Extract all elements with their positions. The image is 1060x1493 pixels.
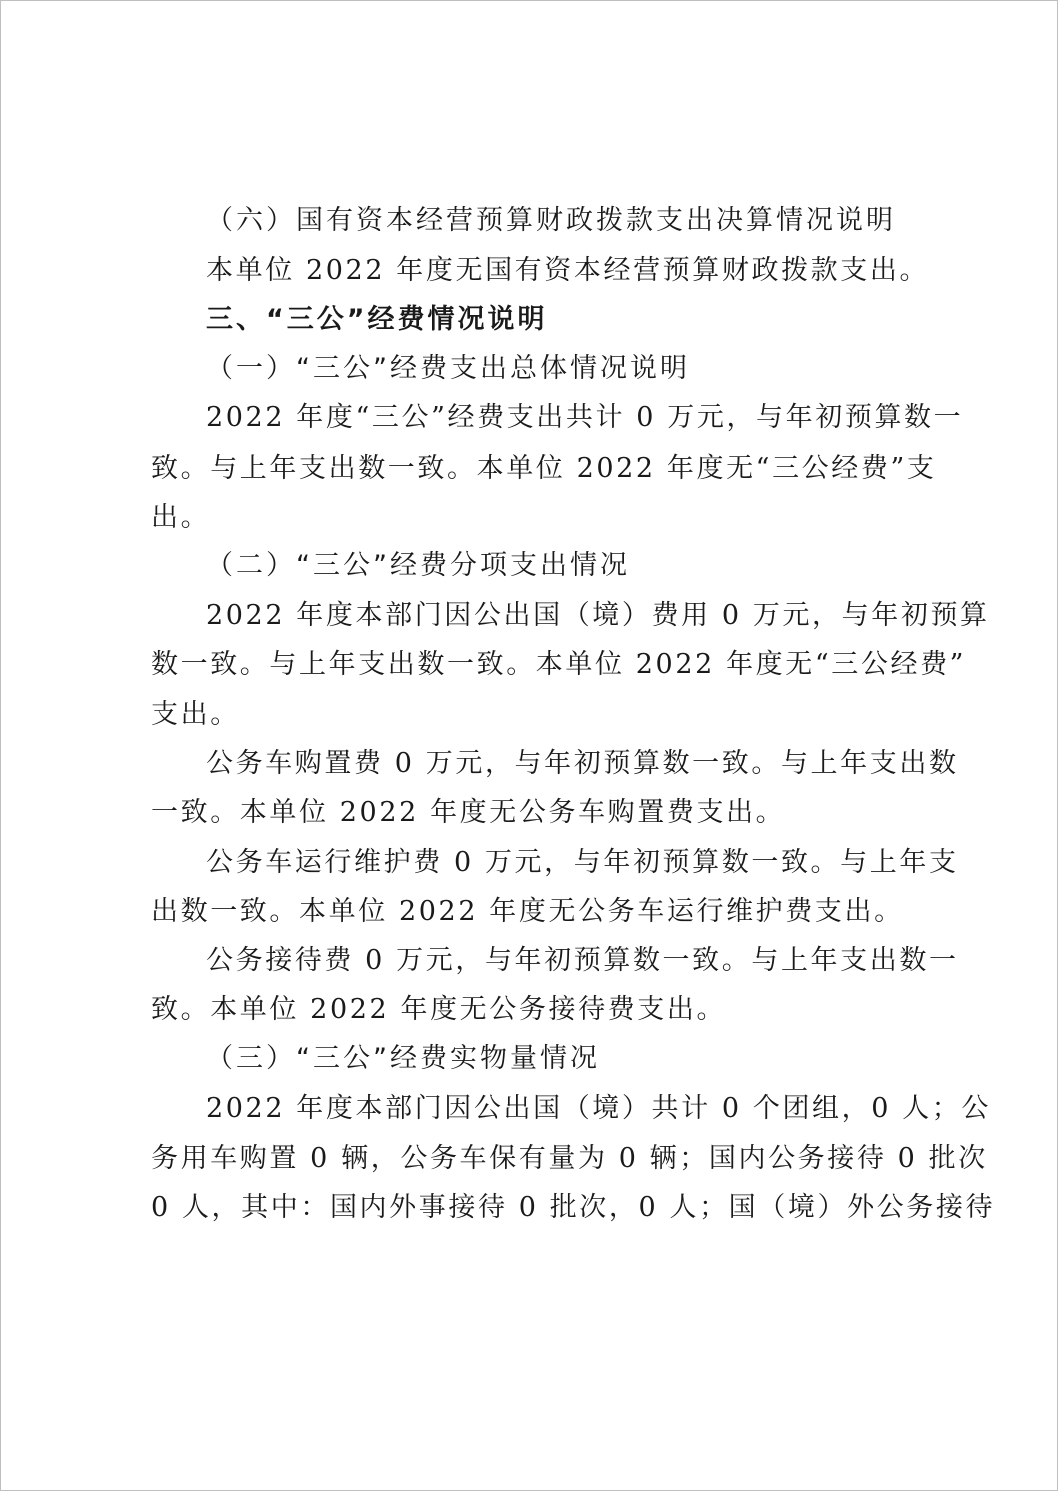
- subsection-heading-1: （一）“三公”经费支出总体情况说明: [206, 353, 690, 384]
- section-heading-3: 三、“三公”经费情况说明: [206, 304, 548, 335]
- paragraph-line: 公务车运行维护费 0 万元，与年初预算数一致。与上年支: [206, 847, 959, 878]
- paragraph-line: 致。与上年支出数一致。本单位 2022 年度无“三公经费”支: [151, 453, 937, 484]
- paragraph-line: 数一致。与上年支出数一致。本单位 2022 年度无“三公经费”: [151, 649, 967, 680]
- paragraph-line: 出。: [151, 502, 211, 533]
- paragraph-line: 支出。: [151, 699, 240, 730]
- paragraph-line: 2022 年度“三公”经费支出共计 0 万元，与年初预算数一: [206, 402, 964, 433]
- paragraph-line: 本单位 2022 年度无国有资本经营预算财政拨款支出。: [206, 255, 930, 286]
- paragraph-line: 一致。本单位 2022 年度无公务车购置费支出。: [151, 797, 786, 828]
- paragraph-line: 2022 年度本部门因公出国（境）费用 0 万元，与年初预算: [206, 600, 990, 631]
- paragraph-line: 2022 年度本部门因公出国（境）共计 0 个团组，0 人；公: [206, 1093, 991, 1124]
- paragraph-line: 0 人，其中：国内外事接待 0 批次，0 人；国（境）外公务接待: [151, 1192, 996, 1223]
- paragraph-line: 致。本单位 2022 年度无公务接待费支出。: [151, 994, 727, 1025]
- subsection-heading-2: （二）“三公”经费分项支出情况: [206, 550, 630, 581]
- paragraph-line: 务用车购置 0 辆，公务车保有量为 0 辆；国内公务接待 0 批次: [151, 1143, 988, 1174]
- subsection-heading-6: （六）国有资本经营预算财政拨款支出决算情况说明: [206, 205, 896, 236]
- subsection-heading-3: （三）“三公”经费实物量情况: [206, 1043, 600, 1074]
- paragraph-line: 公务接待费 0 万元，与年初预算数一致。与上年支出数一: [206, 945, 959, 976]
- paragraph-line: 公务车购置费 0 万元，与年初预算数一致。与上年支出数: [206, 748, 959, 779]
- paragraph-line: 出数一致。本单位 2022 年度无公务车运行维护费支出。: [151, 896, 904, 927]
